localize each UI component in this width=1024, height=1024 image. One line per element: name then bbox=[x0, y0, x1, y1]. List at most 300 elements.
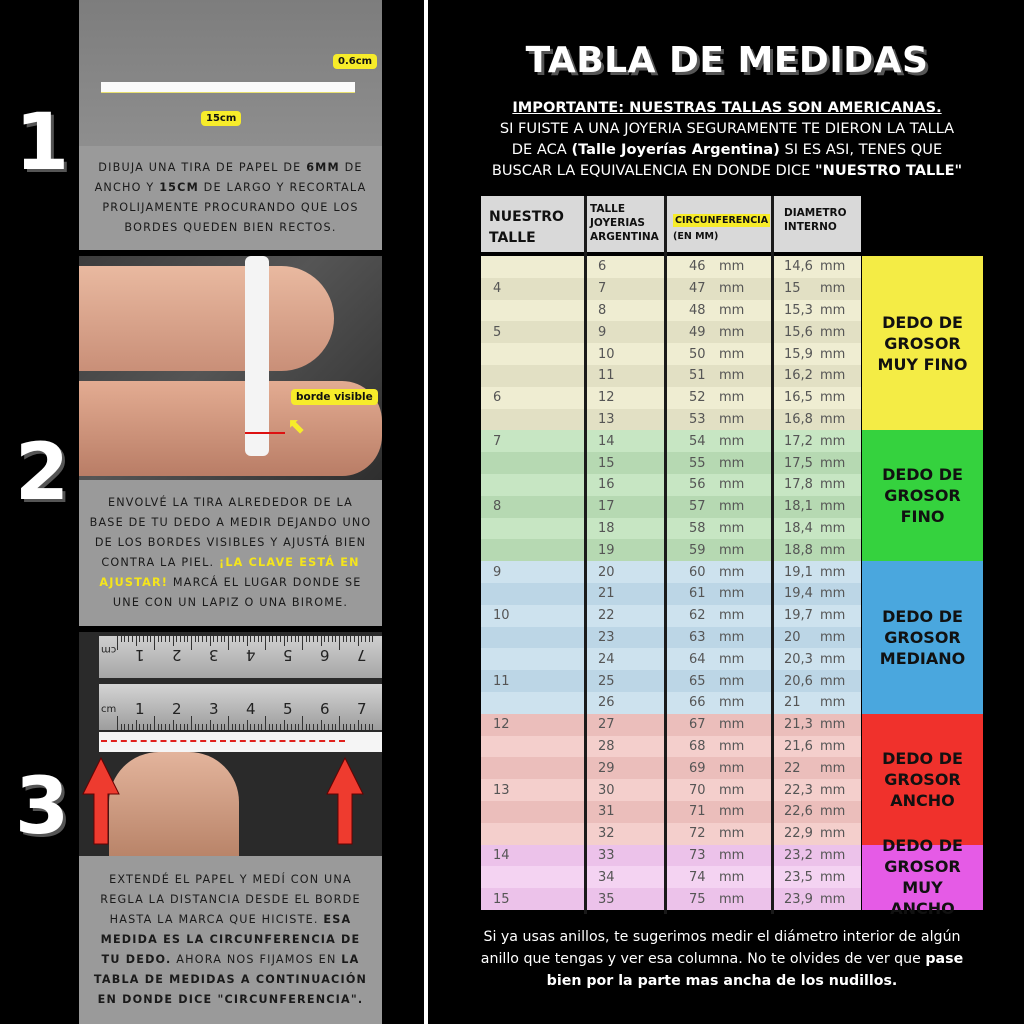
step-2-image bbox=[79, 256, 382, 480]
step-text-part: LA TABLA DE MEDIDAS A CONTINUACIÓN bbox=[93, 953, 368, 986]
cell-diametro bbox=[774, 670, 861, 692]
cell-value: 18 bbox=[598, 520, 615, 536]
cell-unit: mm bbox=[719, 259, 745, 275]
cell-unit: mm bbox=[719, 738, 745, 754]
cell-unit: mm bbox=[719, 673, 745, 689]
cell-value: 26 bbox=[598, 695, 615, 711]
column-divider bbox=[664, 196, 667, 914]
ruler-tick bbox=[136, 720, 137, 730]
ruler-tick bbox=[139, 636, 140, 642]
ruler-tick bbox=[161, 724, 162, 730]
ruler-tick bbox=[128, 636, 129, 642]
cell-nuestro-talle bbox=[481, 648, 584, 670]
cell-unit: mm bbox=[719, 869, 745, 885]
table-row bbox=[481, 605, 861, 627]
ruler-tick bbox=[191, 636, 192, 650]
ruler-tick bbox=[291, 636, 292, 642]
ruler-tick bbox=[269, 636, 270, 642]
ruler-tick bbox=[254, 724, 255, 730]
cell-unit: mm bbox=[820, 368, 846, 384]
cell-talle-argentina bbox=[587, 627, 664, 649]
ruler-bottom bbox=[99, 684, 382, 730]
ruler-tick bbox=[147, 724, 148, 730]
ruler-tick bbox=[184, 724, 185, 730]
cell-talle-argentina bbox=[587, 779, 664, 801]
cell-nuestro-talle bbox=[481, 866, 584, 888]
ruler-number: 3 bbox=[209, 646, 219, 664]
cell-unit: mm bbox=[719, 629, 745, 645]
cell-circunferencia bbox=[667, 779, 771, 801]
cell-talle-argentina bbox=[587, 714, 664, 736]
table-row bbox=[481, 278, 861, 300]
ruler-tick bbox=[284, 636, 285, 646]
cell-value: 48 bbox=[689, 302, 706, 318]
ruler-number: 6 bbox=[320, 700, 330, 718]
step-text-part: MARCÁ EL LUGAR DONDE SE UNE CON UN LAPIZ O UNA BIROME. bbox=[112, 576, 362, 609]
ruler-tick bbox=[339, 716, 340, 730]
table-row bbox=[481, 670, 861, 692]
ruler-tick bbox=[210, 720, 211, 730]
cell-diametro bbox=[774, 757, 861, 779]
cell-circunferencia bbox=[667, 823, 771, 845]
ruler-tick bbox=[217, 636, 218, 642]
cell-circunferencia bbox=[667, 278, 771, 300]
ruler-tick bbox=[372, 724, 373, 730]
ruler-tick bbox=[272, 724, 273, 730]
cell-circunferencia bbox=[667, 845, 771, 867]
ruler-tick bbox=[247, 636, 248, 646]
thickness-band-label: DEDO DE GROSOR MUY FINO bbox=[877, 312, 968, 374]
cell-value: 21,3 bbox=[784, 717, 813, 733]
cell-value: 22,6 bbox=[784, 804, 813, 820]
cell-unit: mm bbox=[820, 455, 846, 471]
cell-value: 13 bbox=[493, 782, 510, 798]
cell-value: 68 bbox=[689, 738, 706, 754]
ruler-tick bbox=[324, 636, 325, 642]
cell-value: 21 bbox=[598, 586, 615, 602]
cell-value: 8 bbox=[598, 302, 607, 318]
ruler-tick bbox=[243, 724, 244, 730]
cell-value: 18,4 bbox=[784, 520, 813, 536]
step-text-part: EXTENDÉ EL PAPEL Y MEDÍ CON UNA REGLA LA DISTANCIA DESDE EL BORDE HASTA LA MARCA QUE HICISTE. bbox=[100, 873, 361, 926]
ruler-number: 6 bbox=[320, 646, 330, 664]
ruler-tick bbox=[265, 716, 266, 730]
cell-diametro bbox=[774, 801, 861, 823]
cell-value: 62 bbox=[689, 608, 706, 624]
cell-value: 23,5 bbox=[784, 869, 813, 885]
cell-value: 18,8 bbox=[784, 542, 813, 558]
table-row bbox=[481, 801, 861, 823]
cell-circunferencia bbox=[667, 409, 771, 431]
ruler-tick bbox=[332, 724, 333, 730]
length-label: 15cm bbox=[201, 111, 241, 126]
step-2-number: 2 bbox=[14, 428, 70, 518]
cell-value: 67 bbox=[689, 717, 706, 733]
ruler-tick bbox=[317, 636, 318, 642]
cell-talle-argentina bbox=[587, 823, 664, 845]
cell-nuestro-talle bbox=[481, 256, 584, 278]
cell-value: 19,4 bbox=[784, 586, 813, 602]
ruler-tick bbox=[358, 636, 359, 646]
cell-nuestro-talle bbox=[481, 518, 584, 540]
ruler-tick bbox=[169, 724, 170, 730]
cell-unit: mm bbox=[719, 499, 745, 515]
ruler-tick bbox=[206, 724, 207, 730]
ruler-tick bbox=[287, 724, 288, 730]
cell-talle-argentina bbox=[587, 692, 664, 714]
cell-unit: mm bbox=[820, 281, 846, 297]
ruler-tick bbox=[213, 724, 214, 730]
cell-diametro bbox=[774, 779, 861, 801]
cell-value: 59 bbox=[689, 542, 706, 558]
ruler-number: 5 bbox=[283, 700, 293, 718]
cell-value: 57 bbox=[689, 499, 706, 515]
cell-value: 23 bbox=[598, 629, 615, 645]
cell-talle-argentina bbox=[587, 496, 664, 518]
cell-talle-argentina bbox=[587, 300, 664, 322]
header-circunferencia bbox=[667, 196, 771, 252]
cell-value: 52 bbox=[689, 390, 706, 406]
cell-unit: mm bbox=[820, 629, 846, 645]
ruler-tick bbox=[180, 636, 181, 642]
ruler-tick bbox=[124, 724, 125, 730]
ruler-tick bbox=[198, 724, 199, 730]
cell-value: 60 bbox=[689, 564, 706, 580]
ruler-tick bbox=[343, 724, 344, 730]
cell-value: 23,9 bbox=[784, 891, 813, 907]
cell-unit: mm bbox=[719, 455, 745, 471]
cell-diametro bbox=[774, 518, 861, 540]
cell-talle-argentina bbox=[587, 278, 664, 300]
cell-value: 14 bbox=[493, 847, 510, 863]
cell-unit: mm bbox=[820, 499, 846, 515]
ruler-tick bbox=[210, 636, 211, 646]
step-text-part: EN DONDE DICE "CIRCUNFERENCIA". bbox=[97, 993, 364, 1006]
cell-value: 49 bbox=[689, 324, 706, 340]
cell-value: 4 bbox=[493, 281, 502, 297]
ruler-tick bbox=[180, 724, 181, 730]
cell-talle-argentina bbox=[587, 561, 664, 583]
ruler-tick bbox=[228, 636, 229, 650]
ruler-tick bbox=[280, 724, 281, 730]
cell-nuestro-talle bbox=[481, 539, 584, 561]
cell-value: 22 bbox=[784, 760, 801, 776]
ruler-tick bbox=[261, 724, 262, 730]
cell-unit: mm bbox=[820, 869, 846, 885]
cell-diametro bbox=[774, 321, 861, 343]
ruler-tick bbox=[280, 636, 281, 642]
cell-circunferencia bbox=[667, 452, 771, 474]
cell-value: 5 bbox=[493, 324, 502, 340]
cell-unit: mm bbox=[820, 259, 846, 275]
intro-text bbox=[440, 97, 1014, 181]
cell-diametro bbox=[774, 692, 861, 714]
thickness-band bbox=[862, 256, 983, 430]
ruler-tick bbox=[206, 636, 207, 642]
ruler-tick bbox=[365, 724, 366, 730]
ruler-tick bbox=[187, 636, 188, 642]
cell-talle-argentina bbox=[587, 518, 664, 540]
step-1-image bbox=[79, 0, 382, 146]
ruler-tick bbox=[358, 720, 359, 730]
cell-diametro bbox=[774, 539, 861, 561]
ruler-number: 2 bbox=[172, 646, 182, 664]
intro-important: IMPORTANTE: NUESTRAS TALLAS SON AMERICANAS. bbox=[512, 99, 942, 116]
cell-value: 12 bbox=[598, 390, 615, 406]
cell-unit: mm bbox=[719, 651, 745, 667]
thickness-band-label: DEDO DE GROSOR FINO bbox=[882, 465, 963, 527]
cell-value: 7 bbox=[598, 281, 607, 297]
cell-value: 31 bbox=[598, 804, 615, 820]
cell-nuestro-talle bbox=[481, 561, 584, 583]
thickness-band bbox=[862, 714, 983, 845]
cell-nuestro-talle bbox=[481, 627, 584, 649]
cell-talle-argentina bbox=[587, 321, 664, 343]
step-3-image bbox=[79, 632, 382, 856]
cell-unit: mm bbox=[820, 651, 846, 667]
ruler-tick bbox=[165, 636, 166, 642]
cell-nuestro-talle bbox=[481, 387, 584, 409]
table-row bbox=[481, 256, 861, 278]
cell-unit: mm bbox=[820, 390, 846, 406]
cell-unit: mm bbox=[820, 760, 846, 776]
cell-unit: mm bbox=[719, 477, 745, 493]
thickness-band-label: DEDO DE GROSOR ANCHO bbox=[882, 748, 963, 810]
ruler-tick bbox=[239, 636, 240, 642]
cell-diametro bbox=[774, 866, 861, 888]
cell-unit: mm bbox=[719, 826, 745, 842]
step-1-paragraph bbox=[89, 158, 372, 238]
cell-circunferencia bbox=[667, 692, 771, 714]
cell-value: 15 bbox=[598, 455, 615, 471]
step-text-part: 15CM bbox=[159, 181, 199, 194]
ruler-tick bbox=[250, 636, 251, 642]
step-3-text bbox=[79, 856, 382, 1024]
cell-nuestro-talle bbox=[481, 321, 584, 343]
ruler-tick bbox=[265, 636, 266, 650]
cell-nuestro-talle bbox=[481, 496, 584, 518]
cell-value: 22,3 bbox=[784, 782, 813, 798]
cell-diametro bbox=[774, 409, 861, 431]
ruler-tick bbox=[361, 724, 362, 730]
cell-unit: mm bbox=[719, 760, 745, 776]
cell-talle-argentina bbox=[587, 430, 664, 452]
cell-nuestro-talle bbox=[481, 779, 584, 801]
cell-value: 19,1 bbox=[784, 564, 813, 580]
cell-value: 10 bbox=[493, 608, 510, 624]
header-circ-label: CIRCUNFERENCIA bbox=[675, 215, 769, 226]
ruler-tick bbox=[132, 724, 133, 730]
ruler-tick bbox=[302, 716, 303, 730]
cell-nuestro-talle bbox=[481, 605, 584, 627]
cell-value: 72 bbox=[689, 826, 706, 842]
cell-unit: mm bbox=[820, 826, 846, 842]
cell-talle-argentina bbox=[587, 888, 664, 910]
cell-value: 20,6 bbox=[784, 673, 813, 689]
ruler-tick bbox=[243, 636, 244, 642]
cell-circunferencia bbox=[667, 801, 771, 823]
cell-circunferencia bbox=[667, 387, 771, 409]
ruler-tick bbox=[184, 636, 185, 642]
ruler-tick bbox=[276, 724, 277, 730]
cell-unit: mm bbox=[719, 695, 745, 711]
step-1-number: 1 bbox=[14, 98, 70, 188]
ruler-unit: cm bbox=[101, 704, 117, 715]
ruler-tick bbox=[195, 636, 196, 642]
ruler-tick bbox=[335, 724, 336, 730]
ruler-tick bbox=[369, 724, 370, 730]
ruler-number: 3 bbox=[209, 700, 219, 718]
cell-talle-argentina bbox=[587, 670, 664, 692]
cell-unit: mm bbox=[820, 302, 846, 318]
cell-circunferencia bbox=[667, 714, 771, 736]
ruler-number: 4 bbox=[246, 700, 256, 718]
ruler-tick bbox=[221, 724, 222, 730]
arrow-icon: ⬉ bbox=[287, 414, 306, 439]
ruler-tick bbox=[343, 636, 344, 642]
cell-diametro bbox=[774, 583, 861, 605]
finger-top bbox=[79, 266, 334, 371]
cell-diametro bbox=[774, 430, 861, 452]
ruler-tick bbox=[339, 636, 340, 650]
ruler-tick bbox=[328, 724, 329, 730]
cell-value: 27 bbox=[598, 717, 615, 733]
cell-value: 16,5 bbox=[784, 390, 813, 406]
cell-unit: mm bbox=[820, 695, 846, 711]
cell-unit: mm bbox=[719, 520, 745, 536]
cell-value: 20 bbox=[784, 629, 801, 645]
paper-strip bbox=[101, 82, 355, 93]
cell-circunferencia bbox=[667, 670, 771, 692]
ruler-number: 2 bbox=[172, 700, 182, 718]
cell-diametro bbox=[774, 714, 861, 736]
ruler-tick bbox=[154, 636, 155, 650]
ruler-tick bbox=[309, 724, 310, 730]
ruler-tick bbox=[354, 724, 355, 730]
cell-value: 33 bbox=[598, 847, 615, 863]
table-row bbox=[481, 321, 861, 343]
cell-unit: mm bbox=[719, 433, 745, 449]
cell-value: 6 bbox=[598, 259, 607, 275]
cell-value: 15 bbox=[784, 281, 801, 297]
cell-nuestro-talle bbox=[481, 300, 584, 322]
cell-nuestro-talle bbox=[481, 409, 584, 431]
cell-unit: mm bbox=[719, 782, 745, 798]
ruler-number: 7 bbox=[357, 646, 367, 664]
cell-nuestro-talle bbox=[481, 365, 584, 387]
ruler-tick bbox=[239, 724, 240, 730]
thickness-band-label: DEDO DE GROSOR MEDIANO bbox=[879, 606, 966, 668]
cell-diametro bbox=[774, 365, 861, 387]
cell-value: 12 bbox=[493, 717, 510, 733]
step-text-part: 6MM bbox=[306, 161, 340, 174]
column-divider bbox=[771, 196, 774, 914]
table-row bbox=[481, 409, 861, 431]
ruler-tick bbox=[276, 636, 277, 642]
cell-value: 11 bbox=[493, 673, 510, 689]
cell-value: 16 bbox=[598, 477, 615, 493]
table-row bbox=[481, 714, 861, 736]
table-row bbox=[481, 474, 861, 496]
cell-unit: mm bbox=[820, 433, 846, 449]
cell-diametro bbox=[774, 561, 861, 583]
ruler-tick bbox=[128, 724, 129, 730]
ruler-tick bbox=[313, 636, 314, 642]
cell-value: 63 bbox=[689, 629, 706, 645]
cell-value: 17,8 bbox=[784, 477, 813, 493]
cell-diametro bbox=[774, 256, 861, 278]
cell-value: 46 bbox=[689, 259, 706, 275]
ruler-tick bbox=[224, 636, 225, 642]
paper-strip bbox=[99, 732, 382, 752]
cell-value: 18,1 bbox=[784, 499, 813, 515]
cell-talle-argentina bbox=[587, 256, 664, 278]
table-row bbox=[481, 561, 861, 583]
cell-circunferencia bbox=[667, 430, 771, 452]
ruler-tick bbox=[169, 636, 170, 642]
cell-unit: mm bbox=[719, 346, 745, 362]
step-1-text bbox=[79, 146, 382, 250]
ruler-tick bbox=[369, 636, 370, 642]
pencil-mark bbox=[245, 432, 285, 434]
cell-talle-argentina bbox=[587, 736, 664, 758]
table-row bbox=[481, 888, 861, 910]
ruler-tick bbox=[195, 724, 196, 730]
ruler-tick bbox=[121, 724, 122, 730]
cell-value: 16,8 bbox=[784, 411, 813, 427]
ruler-tick bbox=[328, 636, 329, 642]
cell-nuestro-talle bbox=[481, 823, 584, 845]
ruler-tick bbox=[198, 636, 199, 642]
ruler-tick bbox=[361, 636, 362, 642]
cell-value: 16,2 bbox=[784, 368, 813, 384]
cell-nuestro-talle bbox=[481, 736, 584, 758]
cell-value: 14 bbox=[598, 433, 615, 449]
cell-circunferencia bbox=[667, 561, 771, 583]
cell-circunferencia bbox=[667, 474, 771, 496]
cell-circunferencia bbox=[667, 648, 771, 670]
cell-unit: mm bbox=[719, 542, 745, 558]
ruler-tick bbox=[154, 716, 155, 730]
cell-diametro bbox=[774, 845, 861, 867]
cell-talle-argentina bbox=[587, 605, 664, 627]
cell-value: 10 bbox=[598, 346, 615, 362]
arrow-up-icon bbox=[81, 756, 121, 846]
cell-circunferencia bbox=[667, 627, 771, 649]
cell-value: 15,6 bbox=[784, 324, 813, 340]
divider bbox=[424, 0, 428, 1024]
ruler-tick bbox=[139, 724, 140, 730]
cell-talle-argentina bbox=[587, 845, 664, 867]
table-row bbox=[481, 736, 861, 758]
ruler-tick bbox=[232, 724, 233, 730]
ruler-tick bbox=[136, 636, 137, 646]
ruler-tick bbox=[250, 724, 251, 730]
ruler-number: 4 bbox=[246, 646, 256, 664]
ruler-tick bbox=[173, 720, 174, 730]
cell-circunferencia bbox=[667, 539, 771, 561]
cell-value: 74 bbox=[689, 869, 706, 885]
table-row bbox=[481, 452, 861, 474]
cell-talle-argentina bbox=[587, 583, 664, 605]
cell-diametro bbox=[774, 343, 861, 365]
fingers bbox=[109, 752, 239, 856]
cell-diametro bbox=[774, 452, 861, 474]
ruler-tick bbox=[117, 636, 118, 650]
cell-value: 15,9 bbox=[784, 346, 813, 362]
cell-talle-argentina bbox=[587, 757, 664, 779]
ruler-tick bbox=[235, 724, 236, 730]
